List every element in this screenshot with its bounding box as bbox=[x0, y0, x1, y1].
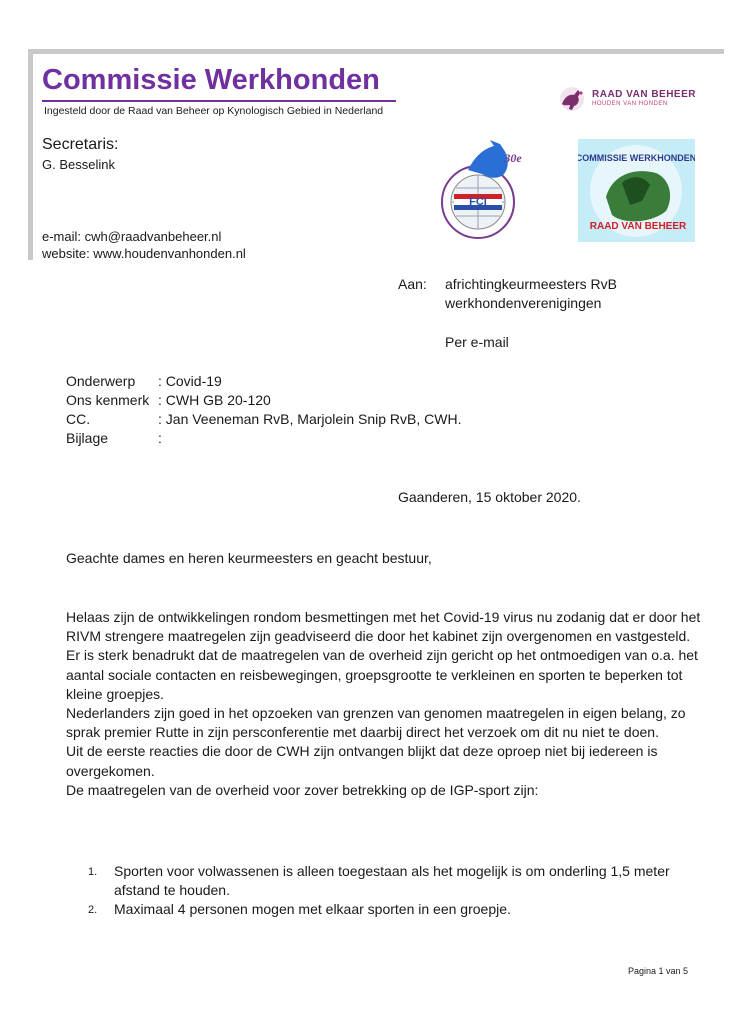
secretary-name: G. Besselink bbox=[42, 157, 115, 172]
meta-label-cc: CC. bbox=[66, 411, 91, 427]
list-item-number: 1. bbox=[88, 866, 98, 878]
letter-body bbox=[66, 608, 706, 800]
fci-logo bbox=[438, 140, 528, 242]
meta-value-reference: : CWH GB 20-120 bbox=[158, 392, 271, 408]
rvb-logo-name: RAAD VAN BEHEER bbox=[592, 89, 696, 100]
organization-subtitle: Ingesteld door de Raad van Beheer op Kynologisch Gebied in Nederland bbox=[44, 105, 384, 117]
organization-title: Commissie Werkhonden bbox=[42, 64, 380, 96]
rvb-logo-tagline: HOUDEN VAN HONDEN bbox=[592, 101, 668, 107]
commissie-werkhonden-logo bbox=[578, 139, 695, 242]
measures-list bbox=[66, 862, 706, 920]
meta-label-subject: Onderwerp bbox=[66, 373, 136, 389]
letterhead-frame-top bbox=[28, 49, 724, 54]
body-paragraph: Nederlanders zijn goed in het opzoeken van grenzen van genomen maatregelen in eigen belang, zo sprak premier Rutte in zijn persconferentie met daarbij direct het verzoek om dit nu niet te doen. bbox=[66, 705, 686, 741]
addressee-label: Aan: bbox=[398, 276, 427, 292]
meta-label-reference: Ons kenmerk bbox=[66, 392, 150, 408]
letterhead-frame-left bbox=[28, 49, 33, 260]
list-item-text: Sporten voor volwassenen is alleen toegestaan als het mogelijk is om onderling 1,5 meter afstand te houden. bbox=[114, 863, 670, 899]
letter-date: Gaanderen, 15 oktober 2020. bbox=[398, 489, 581, 505]
page-number: Pagina 1 van 5 bbox=[628, 966, 689, 976]
addressee-line-1: africhtingkeurmeesters RvB bbox=[445, 276, 617, 292]
dog-icon bbox=[556, 84, 588, 114]
body-paragraph: Uit de eerste reacties die door de CWH zijn ontvangen blijkt dat deze oproep niet bij iedereen is overgekomen. bbox=[66, 743, 658, 779]
meta-label-attachment: Bijlage bbox=[66, 430, 109, 446]
fci-logo-text: FCI bbox=[469, 196, 487, 208]
delivery-method: Per e-mail bbox=[445, 334, 509, 350]
meta-value-subject: : Covid-19 bbox=[158, 373, 222, 389]
contact-email: e-mail: cwh@raadvanbeheer.nl bbox=[42, 229, 222, 244]
list-item bbox=[66, 900, 706, 919]
list-item-text: Maximaal 4 personen mogen met elkaar sporten in een groepje. bbox=[114, 901, 511, 918]
salutation: Geachte dames en heren keurmeesters en geacht bestuur, bbox=[66, 550, 432, 566]
secretary-label: Secretaris: bbox=[42, 136, 119, 153]
list-item bbox=[66, 862, 706, 900]
raad-van-beheer-logo bbox=[556, 84, 696, 114]
meta-value-cc: : Jan Veeneman RvB, Marjolein Snip RvB, CWH. bbox=[158, 411, 462, 427]
contact-website: website: www.houdenvanhonden.nl bbox=[42, 246, 246, 261]
addressee-line-2: werkhondenverenigingen bbox=[445, 295, 602, 311]
list-item-number: 2. bbox=[88, 904, 98, 917]
body-paragraph: Er is sterk benadrukt dat de maatregelen van de overheid zijn gericht op het ontmoedigen van o.a. het aantal sociale contacten en reisbewegingen, groepsgrootte te verkleinen en sporten te beperken tot kleine groepjes. bbox=[66, 647, 698, 702]
title-underline bbox=[42, 100, 396, 102]
cwh-logo-bottom-text: RAAD VAN BEHEER bbox=[589, 221, 687, 232]
cwh-logo-top-text: COMMISSIE WERKHONDEN bbox=[578, 153, 695, 163]
fci-anniversary-badge: 30e bbox=[504, 151, 522, 165]
meta-value-attachment: : bbox=[158, 430, 162, 446]
body-paragraph: Helaas zijn de ontwikkelingen rondom besmettingen met het Covid-19 virus nu zodanig dat er door het RIVM strengere maatregelen zijn geadviseerd die door het kabinet zijn overgenomen en vastgesteld. bbox=[66, 609, 701, 645]
body-paragraph: De maatregelen van de overheid voor zover betrekking op de IGP-sport zijn: bbox=[66, 781, 539, 798]
